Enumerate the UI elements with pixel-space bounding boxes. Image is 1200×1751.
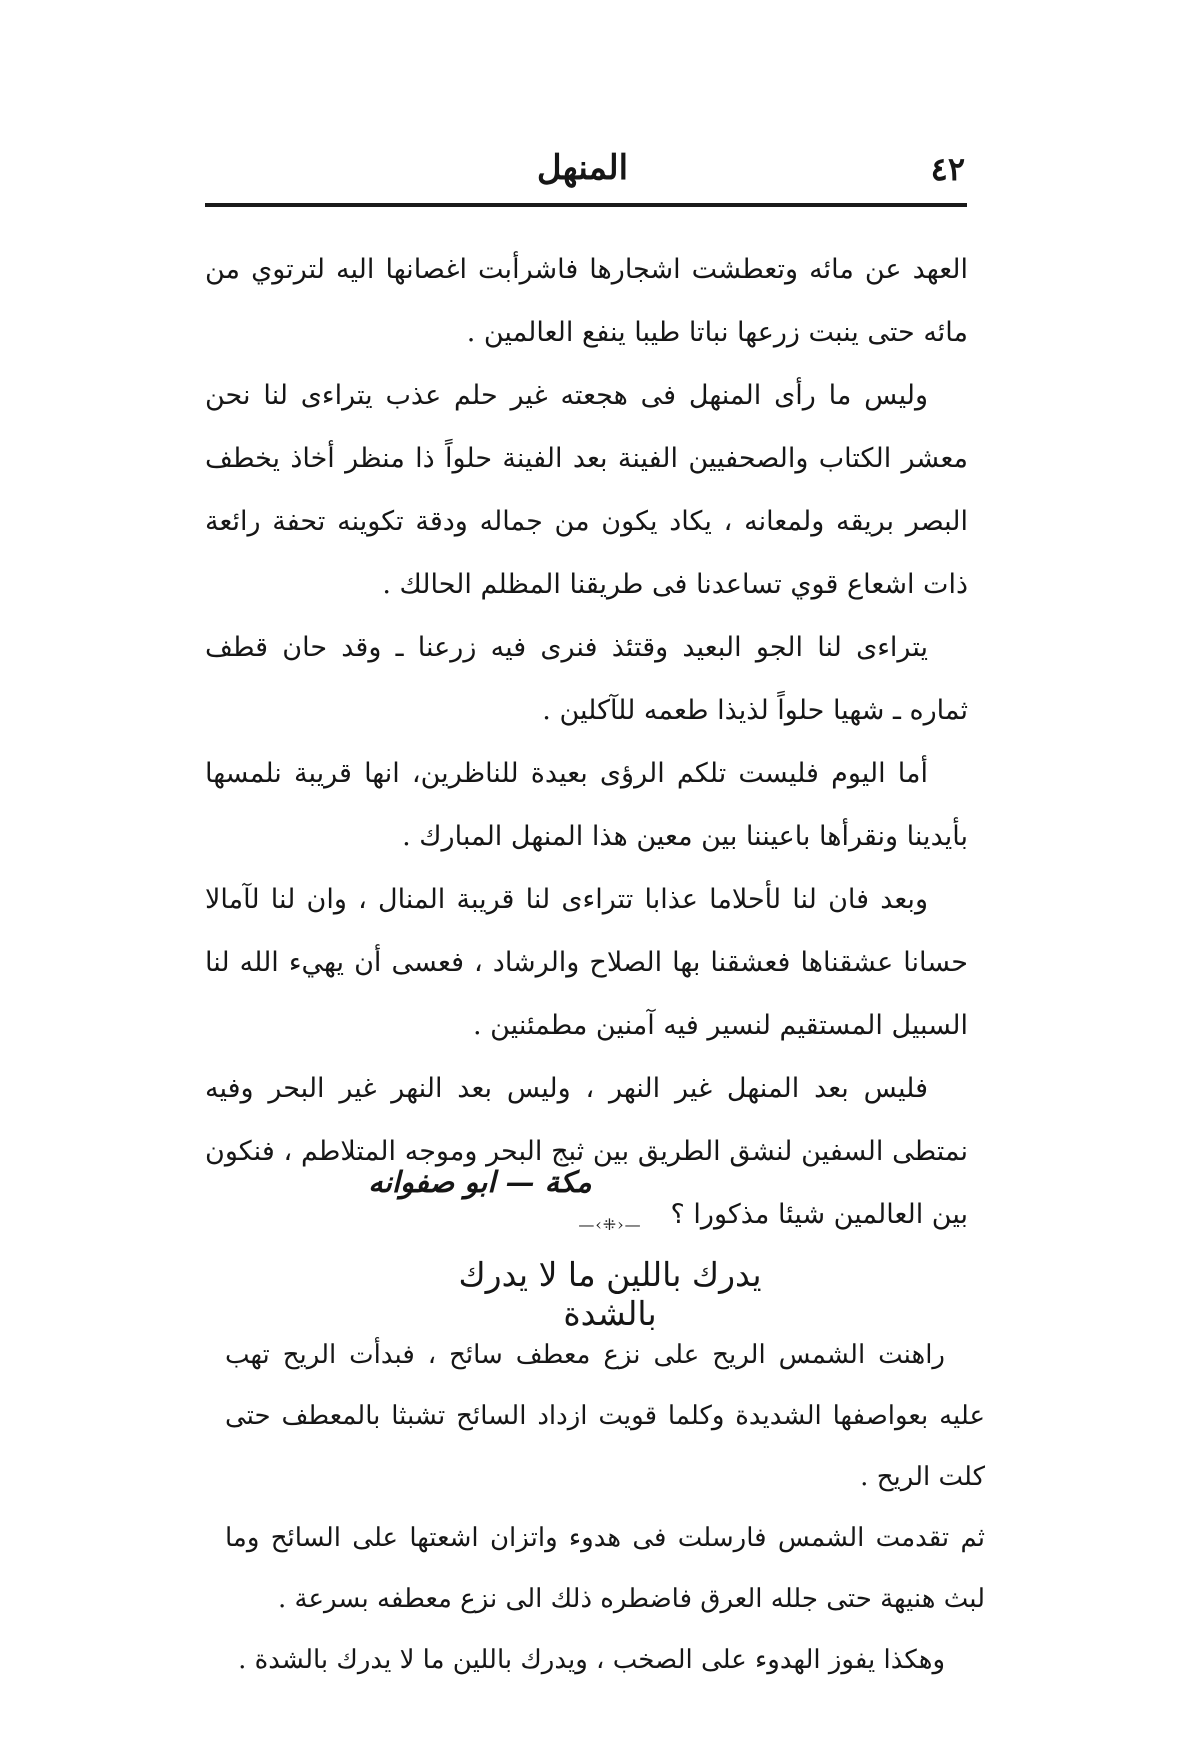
article-one-paragraph-2: وليس ما رأى المنهل فى هجعته غير حلم عذب يتراءى لنا نحن معشر الكتاب والصحفيين الفينة بعد الفينة حلواً ذا منظر أخاذ يخطف البصر بريقه ولمعانه ، يكاد يكون من جماله ودقة تكوينه تحفة رائعة ذات اشعاع قوي تساعدنا فى طريقنا المظلم الحالك .: [205, 380, 968, 600]
page-number: ٤٢: [930, 150, 965, 188]
header-rule: [205, 203, 967, 207]
author-signature: مكة — ابو صفوانه: [368, 1165, 592, 1199]
article-two-body: [225, 1325, 985, 1691]
article-two-title: يدرك باللين ما لا يدرك بالشدة: [458, 1255, 762, 1333]
article-one-paragraph-4: أما اليوم فليست تلكم الرؤى بعيدة للناظرين، انها قريبة نلمسها بأيدينا ونقرأها باعيننا بين معين هذا المنهل المبارك .: [205, 758, 968, 852]
article-one-paragraph-1: العهد عن مائه وتعطشت اشجارها فاشرأبت اغصانها اليه لترتوي من مائه حتى ينبت زرعها نباتا طيبا ينفع العالمين .: [205, 254, 968, 348]
article-one-paragraph-6: فليس بعد المنهل غير النهر ، وليس بعد النهر غير البحر وفيه نمتطى السفين لنشق الطريق بين ثبج البحر وموجه المتلاطم ، فنكون بين العالمين شيئا مذكورا ؟: [205, 1073, 968, 1230]
journal-title: المنهل: [536, 148, 629, 188]
article-two-paragraph-3: وهكذا يفوز الهدوء على الصخب ، ويدرك باللين ما لا يدرك بالشدة .: [238, 1645, 945, 1675]
article-two-paragraph-1: راهنت الشمس الريح على نزع معطف سائح ، فبدأت الريح تهب عليه بعواصفها الشديدة وكلما قويت ازداد السائح تشبثا بالمعطف حتى كلت الريح .: [225, 1340, 985, 1492]
section-ornament: —‹⁜›—: [578, 1215, 642, 1234]
article-one-paragraph-3: يتراءى لنا الجو البعيد وقتئذ فنرى فيه زرعنا ـ وقد حان قطف ثماره ـ شهيا حلواً لذيذا طعمه للآكلين .: [205, 632, 968, 726]
running-head: [200, 150, 965, 196]
article-one-paragraph-5: وبعد فان لنا لأحلاما عذابا تتراءى لنا قريبة المنال ، وان لنا لآمالا حسانا عشقناها فعشقنا بها الصلاح والرشاد ، فعسى أن يهيء الله لنا السبيل المستقيم لنسير فيه آمنين مطمئنين .: [205, 884, 968, 1041]
article-two-paragraph-2: ثم تقدمت الشمس فارسلت فى هدوء واتزان اشعتها على السائح وما لبث هنيهة حتى جلله العرق فاضطره ذلك الى نزع معطفه بسرعة .: [225, 1523, 985, 1614]
article-one-body: [205, 238, 968, 1246]
